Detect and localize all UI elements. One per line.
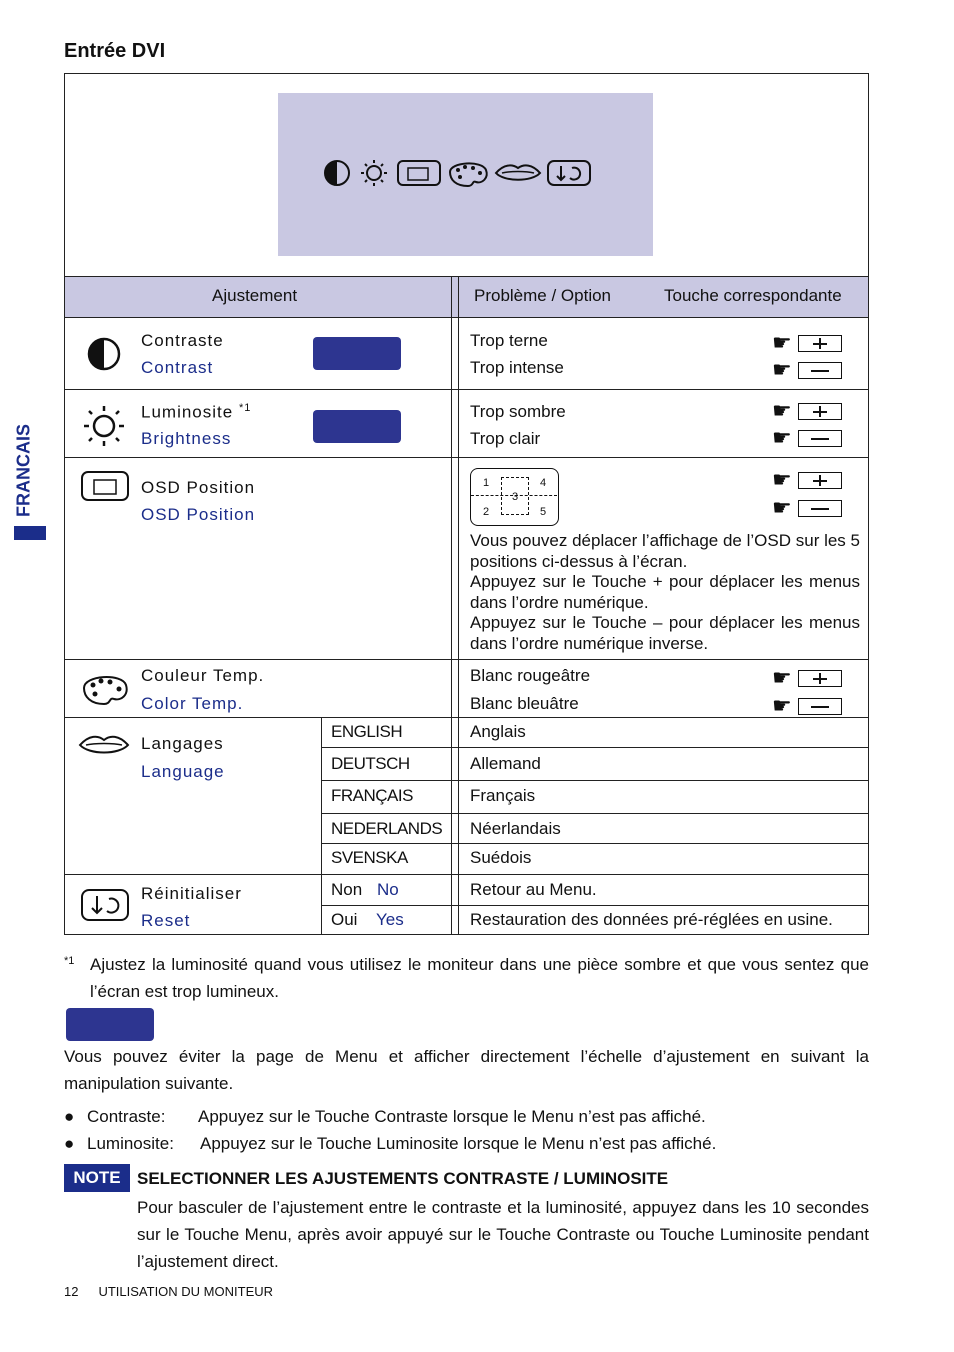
language-option-value: Français (470, 786, 536, 805)
plus-key-icon (798, 472, 842, 489)
grid-pos-1: 1 (483, 477, 490, 489)
column-divider (451, 276, 452, 935)
osd-desc-line: Appuyez sur le Touche + pour déplacer les menus dans l’ordre numérique. (470, 572, 860, 612)
pointing-hand-icon: ☛ (772, 425, 792, 450)
section-title: Entrée DVI (64, 40, 166, 62)
language-icon (494, 158, 542, 188)
language-option-key: ENGLISH (331, 722, 403, 741)
brightness-option-2: Trop clair (470, 429, 541, 448)
language-icon (78, 730, 130, 760)
reset-label-en: Reset (141, 911, 191, 930)
language-option-key: FRANÇAIS (331, 786, 413, 805)
side-tab (14, 410, 36, 540)
brightness-button-graphic (313, 410, 401, 443)
osd-desc-line: Appuyez sur le Touche – pour déplacer les menus dans l’ordre numérique inverse. (470, 613, 860, 653)
brightness-label-text: Luminosite (141, 402, 234, 422)
language-option-value: Suédois (470, 848, 532, 867)
reset-icon (546, 158, 592, 188)
language-option-key: NEDERLANDS (331, 819, 443, 838)
grid-pos-2: 2 (483, 506, 490, 518)
bullet-label: Luminosite: (87, 1134, 174, 1153)
contrast-icon (86, 336, 122, 372)
osd-label-fr: OSD Position (141, 478, 256, 497)
header-problem: Problème / Option (474, 286, 612, 305)
bullet-text: Appuyez sur le Touche Contraste lorsque le Menu n’est pas affiché. (198, 1107, 706, 1126)
grid-pos-5: 5 (540, 506, 547, 518)
minus-key-hint (772, 425, 842, 451)
plus-key-hint (772, 330, 842, 356)
plus-key-icon (798, 335, 842, 352)
side-tab-label: FRANCAIS (13, 424, 34, 517)
osd-position-icon (80, 470, 130, 504)
direct-intro: Vous pouvez éviter la page de Menu et afficher directement l’échelle d’ajustement en suivant la manipulation suivante. (64, 1047, 869, 1093)
pointing-hand-icon: ☛ (772, 495, 792, 520)
row-divider (64, 717, 869, 718)
reset-no-en: No (377, 880, 399, 899)
side-tab-bar (14, 526, 46, 540)
contrast-label-en: Contrast (141, 358, 214, 377)
language-option-key: DEUTSCH (331, 754, 410, 773)
footnote-marker: *1 (238, 402, 252, 414)
grid-pos-4: 4 (540, 477, 547, 489)
color-label-fr: Couleur Temp. (141, 666, 265, 685)
footnote-mark: *1 (64, 955, 75, 967)
pointing-hand-icon: ☛ (772, 357, 792, 382)
row-divider (64, 389, 869, 390)
osd-label-en: OSD Position (141, 505, 256, 524)
osd-position-icon (396, 158, 442, 188)
contrast-button-graphic (313, 337, 401, 370)
language-option-value: Néerlandais (470, 819, 561, 838)
language-option-key: SVENSKA (331, 848, 408, 867)
plus-key-hint (772, 467, 842, 493)
color-option-1: Blanc rougeâtre (470, 666, 591, 685)
direct-button-graphic (66, 1008, 154, 1041)
brightness-icon (82, 404, 126, 448)
pointing-hand-icon: ☛ (772, 665, 792, 690)
reset-no-desc: Retour au Menu. (470, 880, 597, 899)
reset-no-fr: Non (331, 880, 363, 899)
pointing-hand-icon: ☛ (772, 330, 792, 355)
row-divider (321, 843, 869, 844)
reset-label-fr: Réinitialiser (141, 884, 242, 903)
header-key: Touche correspondante (664, 286, 842, 305)
column-divider (321, 717, 322, 935)
bullet-label: Contraste: (87, 1107, 166, 1126)
header-adjustment: Ajustement (212, 286, 298, 305)
bullet-text: Appuyez sur le Touche Luminosite lorsque le Menu n’est pas affiché. (200, 1134, 717, 1153)
color-temp-icon (80, 670, 130, 708)
brightness-option-1: Trop sombre (470, 402, 566, 421)
color-option-2: Blanc bleuâtre (470, 694, 579, 713)
minus-key-hint (772, 357, 842, 383)
contrast-icon (322, 158, 352, 188)
plus-key-hint (772, 398, 842, 424)
reset-yes-desc: Restauration des données pré-réglées en usine. (470, 910, 833, 929)
footer-label: UTILISATION DU MONITEUR (98, 1284, 274, 1299)
color-label-en: Color Temp. (141, 694, 244, 713)
row-divider (321, 813, 869, 814)
row-divider (64, 457, 869, 458)
footnote-text: Ajustez la luminosité quand vous utilisez le moniteur dans une pièce sombre et que vous sentez que l’écran est trop lumineux. (90, 955, 869, 1001)
note-badge: NOTE (64, 1164, 130, 1192)
pointing-hand-icon: ☛ (772, 693, 792, 718)
contrast-option-2: Trop intense (470, 358, 564, 377)
minus-key-hint (772, 693, 842, 719)
color-temp-icon (446, 158, 490, 188)
plus-key-icon (798, 670, 842, 687)
language-option-value: Anglais (470, 722, 526, 741)
row-divider (64, 659, 869, 660)
minus-key-icon (798, 500, 842, 517)
minus-key-icon (798, 698, 842, 715)
osd-position-grid (470, 468, 559, 526)
row-divider (64, 317, 869, 318)
bullet-item: ● (64, 1134, 75, 1153)
reset-yes-fr: Oui (331, 910, 358, 929)
note-title: SELECTIONNER LES AJUSTEMENTS CONTRASTE / LUMINOSITE (137, 1169, 669, 1188)
row-divider (321, 780, 869, 781)
minus-key-icon (798, 430, 842, 447)
reset-icon (80, 888, 130, 922)
row-divider (64, 874, 869, 875)
page-number: 12 (64, 1284, 79, 1299)
plus-key-hint (772, 665, 842, 691)
plus-key-icon (798, 403, 842, 420)
brightness-label-en: Brightness (141, 429, 232, 448)
note-text: Pour basculer de l’ajustement entre le contraste et la luminosité, appuyez dans les 10 secondes sur le Touche Menu, après avoir appuyé sur le Touche Contraste ou Touche Luminosite pendant l’ajustement direct. (137, 1198, 869, 1271)
brightness-label-fr (141, 402, 251, 423)
bullet-item: ● (64, 1107, 75, 1126)
pointing-hand-icon: ☛ (772, 398, 792, 423)
brightness-icon (356, 158, 392, 188)
row-divider (321, 747, 869, 748)
grid-pos-3: 3 (512, 491, 519, 503)
minus-key-icon (798, 362, 842, 379)
contrast-label-fr: Contraste (141, 331, 224, 350)
osd-menu-icons (322, 158, 592, 188)
language-option-value: Allemand (470, 754, 541, 773)
reset-yes-en: Yes (376, 910, 404, 929)
minus-key-hint (772, 495, 842, 521)
osd-desc-line: Vous pouvez déplacer l’affichage de l’OSD sur les 5 positions ci-dessus à l’écran. (470, 531, 860, 571)
osd-description (470, 531, 860, 654)
language-label-en: Language (141, 762, 225, 781)
row-divider (64, 276, 869, 277)
page-footer (64, 1284, 273, 1299)
column-divider (458, 276, 459, 935)
pointing-hand-icon: ☛ (772, 467, 792, 492)
contrast-option-1: Trop terne (470, 331, 548, 350)
language-label-fr: Langages (141, 734, 224, 753)
row-divider (321, 905, 869, 906)
